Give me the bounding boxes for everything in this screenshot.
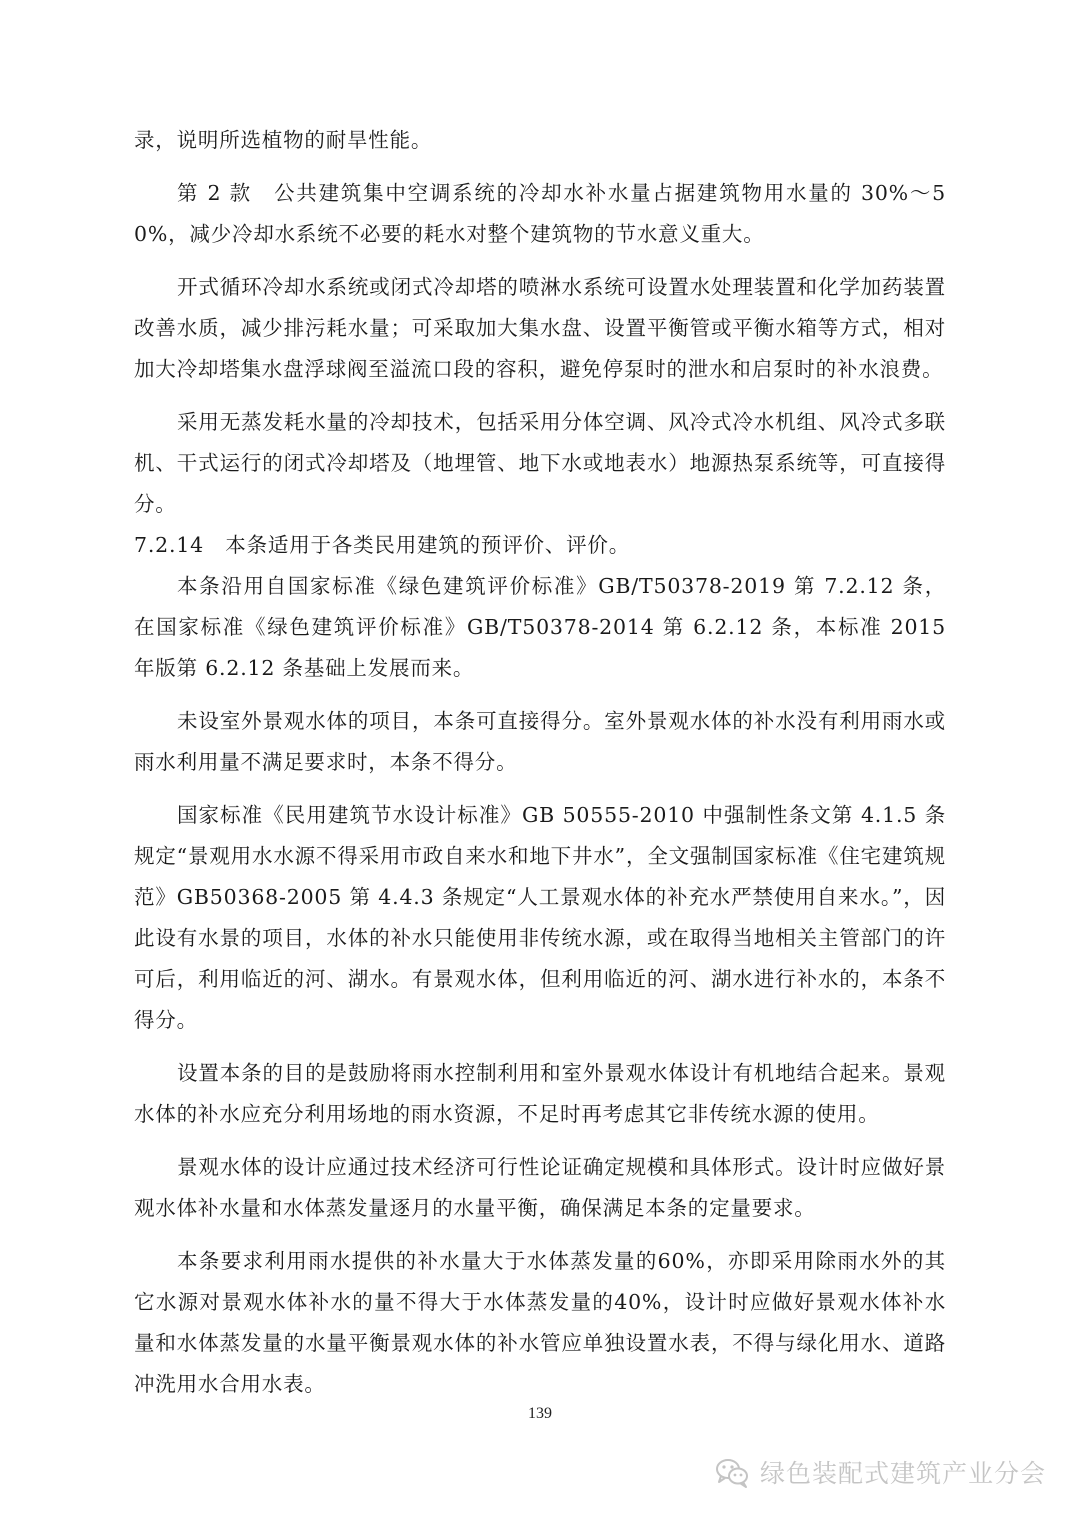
body-text <box>134 120 946 1405</box>
page-number: 139 <box>528 1405 552 1422</box>
paragraph-national-standard: 国家标准《民用建筑节水设计标准》GB 50555-2010 中强制性条文第 4.1.5 条规定“景观用水水源不得采用市政自来水和地下井水”，全文强制国家标准《住宅建筑规范》GB50368-2005 第 4.4.3 条规定“人工景观水体的补充水严禁使用自来水。”，因此设有水景的项目，水体的补水只能使用非传统水源，或在取得当地相关主管部门的许可后，利用临近的河、湖水。有景观水体，但利用临近的河、湖水进行补水的，本条不得分。 <box>134 803 946 1032</box>
paragraph-origin: 本条沿用自国家标准《绿色建筑评价标准》GB/T50378-2019 第 7.2.12 条，在国家标准《绿色建筑评价标准》GB/T50378-2014 第 6.2.12 条，本标准 2015 年版第 6.2.12 条基础上发展而来。 <box>134 574 946 680</box>
paragraph-clause-2: 第 2 款 公共建筑集中空调系统的冷却水补水量占据建筑物用水量的 30%～50%，减少冷却水系统不必要的耗水对整个建筑物的节水意义重大。 <box>134 181 946 246</box>
paragraph-open-cooling: 开式循环冷却水系统或闭式冷却塔的喷淋水系统可设置水处理装置和化学加药装置改善水质，减少排污耗水量；可采取加大集水盘、设置平衡管或平衡水箱等方式，相对加大冷却塔集水盘浮球阀至溢流口段的容积，避免停泵时的泄水和启泵时的补水浪费。 <box>134 275 946 381</box>
paragraph-no-landscape-water: 未设室外景观水体的项目，本条可直接得分。室外景观水体的补水没有利用雨水或雨水利用量不满足要求时，本条不得分。 <box>134 709 946 774</box>
paragraph-continuation: 录，说明所选植物的耐旱性能。 <box>134 128 433 152</box>
paragraph-design: 景观水体的设计应通过技术经济可行性论证确定规模和具体形式。设计时应做好景观水体补水量和水体蒸发量逐月的水量平衡，确保满足本条的定量要求。 <box>134 1155 946 1220</box>
paragraph-requirement: 本条要求利用雨水提供的补水量大于水体蒸发量的60%，亦即采用除雨水外的其它水源对景观水体补水的量不得大于水体蒸发量的40%，设计时应做好景观水体补水量和水体蒸发量的水量平衡景观水体的补水管应单独设置水表，不得与绿化用水、道路冲洗用水合用水表。 <box>134 1249 946 1396</box>
watermark-text: 绿色装配式建筑产业分会 <box>759 1459 1046 1488</box>
paragraph-purpose: 设置本条的目的是鼓励将雨水控制利用和室外景观水体设计有机地结合起来。景观水体的补水应充分利用场地的雨水资源，不足时再考虑其它非传统水源的使用。 <box>134 1061 946 1126</box>
section-heading-7-2-14: 7.2.14 本条适用于各类民用建筑的预评价、评价。 <box>134 533 631 557</box>
watermark <box>712 1452 1046 1492</box>
wechat-icon <box>712 1452 752 1492</box>
paragraph-no-evaporation: 采用无蒸发耗水量的冷却技术，包括采用分体空调、风冷式冷水机组、风冷式多联机、干式运行的闭式冷却塔及（地埋管、地下水或地表水）地源热泵系统等，可直接得分。 <box>134 410 946 516</box>
